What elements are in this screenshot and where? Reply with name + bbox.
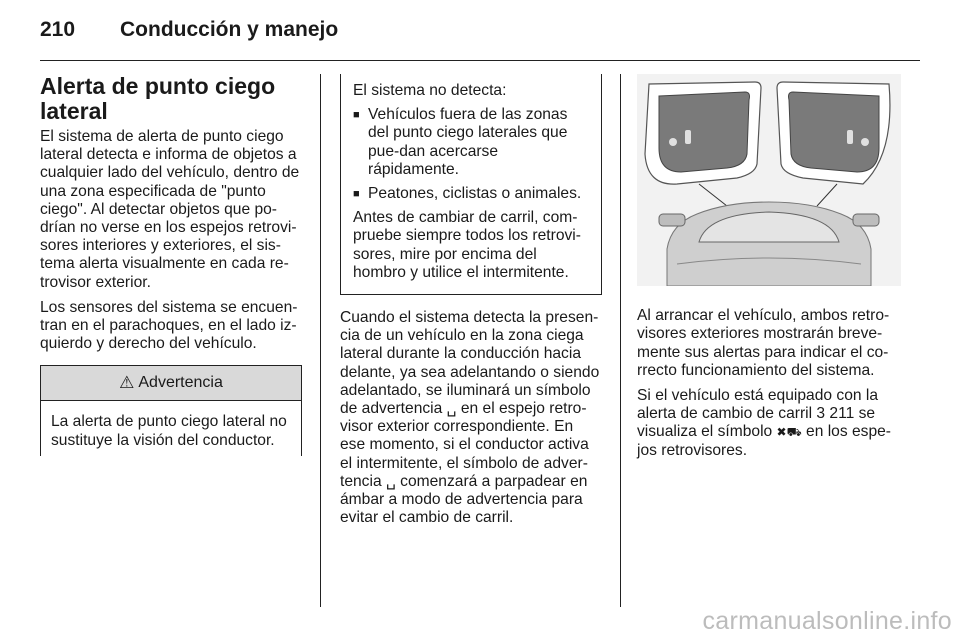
warning-box	[40, 365, 302, 455]
column-right	[637, 74, 901, 467]
warning-header	[41, 365, 301, 401]
lane-change-paragraph	[637, 387, 901, 460]
bullet-text: Vehículos fuera de las zonas del punto ciego laterales que pue-dan acercarse rápidamente.	[368, 106, 568, 178]
sensor-paragraph: Los sensores del sistema se encuen-tran en el parachoques, en el lado iz-quierdo y derecho del vehículo.	[40, 298, 298, 353]
watermark: carmanualsonline.info	[702, 607, 952, 635]
note-text: Antes de cambiar de carril, com-pruebe siempre todos los retrovi-sores, mire por encima del hombro y utilice el intermitente.	[353, 209, 581, 281]
column-middle	[340, 74, 602, 534]
note-intro: El sistema no detecta:	[353, 82, 507, 99]
page-header	[40, 18, 338, 48]
lane-change-icon: ✖⛟	[776, 425, 802, 440]
warning-text: La alerta de punto ciego lateral no sustituye la visión del conductor.	[51, 413, 287, 449]
column-divider-2	[620, 74, 621, 607]
section-heading: Alerta de punto ciego lateral	[40, 73, 276, 124]
list-item	[353, 106, 591, 179]
bullet-square-icon: ■	[353, 109, 360, 122]
mirror-illustration	[637, 74, 901, 286]
lane-change-text: en los espe-jos retrovisores.	[637, 423, 891, 459]
page-reference-link[interactable]: 3 211	[816, 405, 855, 423]
page-number: 210	[40, 18, 76, 41]
note-box	[340, 74, 602, 295]
startup-paragraph: Al arrancar el vehículo, ambos retro-visores exteriores mostrarán breve-mente sus alertas para indicar el co-rrecto funcionamiento del sistema.	[637, 307, 890, 379]
chapter-title: Conducción y manejo	[120, 18, 339, 41]
lane-change-text: se visualiza el símbolo	[637, 405, 876, 441]
list-item	[353, 185, 591, 203]
bullet-text: Peatones, ciclistas o animales.	[368, 185, 582, 203]
column-left	[40, 74, 302, 456]
header-rule	[40, 60, 920, 61]
lane-change-text: Si el vehículo está equipado con la alerta de cambio de carril	[637, 387, 879, 423]
detection-paragraph: Cuando el sistema detecta la presen-cia de un vehículo en la zona ciega lateral durante la conducción hacia delante, ya sea adelantando o siendo adelantado, se iluminará un símbolo de advertencia ␣ en el espejo retro-visor exterior correspondiente. En ese momento, si el conductor activa el intermitente, el símbolo de adver-tencia ␣ comenzará a parpadear en ámbar a modo de advertencia para evitar el cambio de carril.	[340, 309, 600, 527]
bullet-square-icon: ■	[353, 188, 360, 201]
intro-paragraph: El sistema de alerta de punto ciego lateral detecta e informa de objetos a cualquier lado del vehículo, dentro de una zona especificada de "punto ciego". Al detectar objetos que po-drían no verse en los espejos retrovi-sores interiores y exteriores, el sis-tema alerta visualmente en cada re-trovisor exterior.	[40, 128, 300, 291]
warning-triangle-icon: ⚠	[119, 373, 135, 393]
warning-title: Advertencia	[138, 374, 223, 392]
column-divider-1	[320, 74, 321, 607]
